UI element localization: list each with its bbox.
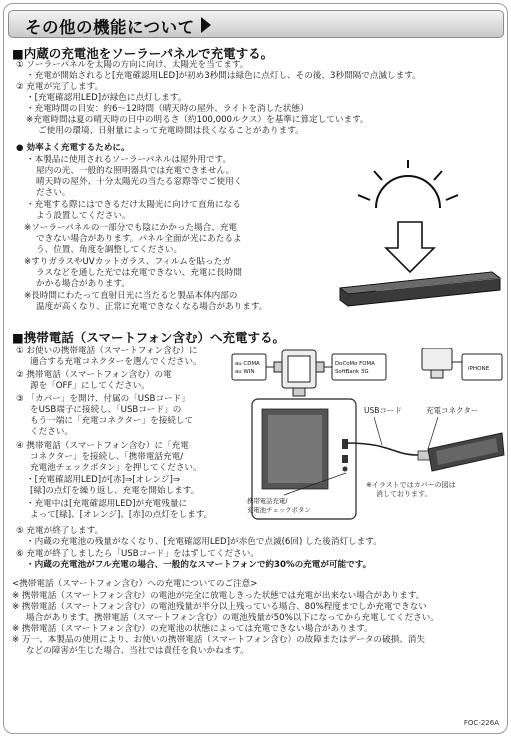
phone-step: ください。 <box>30 427 73 437</box>
illustration-note-2: 消しております。 <box>376 490 432 498</box>
charge-done-line: ⑤ 充電が終了します。 <box>16 526 104 536</box>
document-code: FOC-226A <box>463 719 499 727</box>
check-button-label-1: 携帯電話充電/ <box>247 497 288 505</box>
tip-line: ※すりガラスやUVカットガラス、フィルムを貼ったガ <box>24 257 231 267</box>
connectors-illustration <box>230 348 506 400</box>
solar-line: ・充電が開始されると[充電確認用LED]が初め3秒間は緑色に点灯し、その後、3秒間隔で点滅します。 <box>26 71 421 81</box>
tip-line: ラスなどを通した光では充電できない、充電に長時間 <box>36 268 242 278</box>
phone-step: ② 携帯電話（スマートフォン含む）の電 <box>16 370 172 380</box>
phone-step: 源を「OFF」にしてください。 <box>30 381 150 391</box>
connector-iphone-label: iPHONE <box>468 366 490 372</box>
connector-label: 充電コネクター <box>426 406 479 415</box>
phone-step: コネクター」を接続し、「携帯電話充電/ <box>30 452 184 462</box>
tip-line: 晴天時の屋外、十分太陽光の当たる窓際等でご使用く <box>36 177 243 187</box>
phone-step: よって[緑]、[オレンジ]、[赤]の点灯をします。 <box>30 510 213 520</box>
phone-step: ・充電中は[充電確認用LED]が充電残量に <box>26 499 188 509</box>
phone-heading: ■携帯電話（スマートフォン含む）へ充電する。 <box>12 330 286 345</box>
smartphone-icon <box>428 433 504 471</box>
tip-line: う、位置、角度を調整してください。 <box>36 245 183 255</box>
tip-line: よう設置してください。 <box>36 211 131 221</box>
illustration-note-1: ※イラストではカバーの図は <box>366 481 456 489</box>
tip-line: かかる場合があります。 <box>36 279 130 289</box>
solar-panel-icon <box>340 272 502 306</box>
phone-step: もう一端に「充電コネクター」を接続して <box>30 416 194 426</box>
check-button-label-2: 充電池チェックボタン <box>247 506 311 514</box>
manual-page <box>3 3 508 734</box>
full-charge-note: ・内蔵の充電池がフル充電の場合、一般的なスマートフォンで約30%の充電が可能です。 <box>26 560 372 570</box>
solar-panel-illustration <box>336 160 508 324</box>
caution-line: などの障害が生じた場合、当社では責任を負いかねます。 <box>26 646 249 656</box>
tip-line: ・充電する際にはできるだけ太陽光に向けて直角になる <box>26 200 241 210</box>
connector-au-label-2: au WIN <box>235 369 255 375</box>
solar-line: ・充電時間の目安：約6〜12時間（晴天時の屋外、ライトを消した状態） <box>26 104 309 114</box>
caution-line: ※ 携帯電話（スマートフォン含む）の電池残量が半分以上残っている場合、80%程度までしか充電できない <box>12 602 427 612</box>
caution-line: ※ 携帯電話（スマートフォン含む）の充電池の状態によっては充電できない場合があります。 <box>12 624 373 634</box>
solar-line: ① ソーラーパネルを太陽の方向に向け、太陽光を当てます。 <box>16 60 249 70</box>
phone-step: 充電池チェックボタン」を押してください。 <box>30 463 202 473</box>
triangle-right-icon <box>201 17 211 33</box>
usb-cord-label: USBコード <box>364 406 402 415</box>
connector-au-label-1: au CDMA <box>235 361 260 367</box>
tip-line: 温度が高くなり、正常に充電できなくなる場合があります。 <box>36 302 268 312</box>
sun-icon <box>358 160 458 208</box>
tips-heading: ● 効率よく充電するために。 <box>16 143 130 153</box>
connector-docomo-label-2: SoftBank 3G <box>335 369 369 375</box>
tip-line: できない場合があります。パネル全面が光にあたるよ <box>36 234 242 244</box>
tip-line: ※ソーラーパネルの一部分でも陰にかかった場合、充電 <box>24 223 238 233</box>
caution-line: ※ 携帯電話（スマートフォン含む）の電池が完全に放電しきった状態では充電が出来ない場合があります。 <box>12 591 425 601</box>
solar-heading: ■内蔵の充電池をソーラーパネルで充電する。 <box>12 46 274 61</box>
tip-line: 屋内の光、一般的な照明器具では充電できません。 <box>36 166 235 176</box>
phone-step: [緑]の点灯を繰り返し、充電を開始します。 <box>30 486 200 496</box>
tip-line: ださい。 <box>36 188 71 198</box>
caution-line: 場合があります。携帯電話（スマートフォン含む）の電池残量が50%以下になってから充電してください。 <box>26 613 439 623</box>
solar-line: ※充電時間は夏の晴天時の日中の明るさ（約100,000ルクス）を基準に算定しています。 <box>26 115 369 125</box>
solar-line: ・[充電確認用LED]が緑色に点灯します。 <box>26 93 187 103</box>
tip-line: ・本製品に使用されるソーラーパネルは屋外用です。 <box>26 155 231 165</box>
tip-line: ※長時間にわたって直射日光に当たると製品本体内部の <box>24 291 238 301</box>
phone-step: ① お使いの携帯電話（スマートフォン含む）に <box>16 346 198 356</box>
phone-step: ・[充電確認用LED]が[赤]⇒[オレンジ]⇒ <box>26 475 181 485</box>
phone-step: ④ 携帯電話（スマートフォン含む）に「充電 <box>16 441 189 451</box>
caution-heading: <携帯電話（スマートフォン含む）への充電についてのご注意> <box>12 579 258 589</box>
phone-step: ③ 「カバー」を開け、付属の「USBコード」 <box>16 394 190 404</box>
sunlight-arrow-icon <box>386 222 434 272</box>
solar-line: ご使用の環境、日射量によって充電時間は長くなることがあります。 <box>38 126 304 136</box>
phone-step: 適合する充電コネクターを選んでください。 <box>30 357 202 367</box>
caution-line: ※ 万一、本製品の使用により、お使いの携帯電話（スマートフォン含む）の故障またはデータの破損、消失 <box>12 635 425 645</box>
connector-docomo-label-1: DoCoMo FOMA <box>335 361 375 367</box>
phone-step: をUSB端子に接続し、「USBコード」の <box>30 405 182 415</box>
charge-done-line: ⑥ 充電が終了しましたら「USBコード」をはずしてください。 <box>16 549 259 559</box>
section-title-bar <box>8 10 504 38</box>
charge-done-line: ・内蔵の充電池の残量がなくなり、[充電確認用LED]が赤色で点滅(6回) した後消灯します。 <box>26 537 382 547</box>
page-title: その他の機能について <box>25 18 195 37</box>
solar-line: ② 充電が完了します。 <box>16 82 104 92</box>
